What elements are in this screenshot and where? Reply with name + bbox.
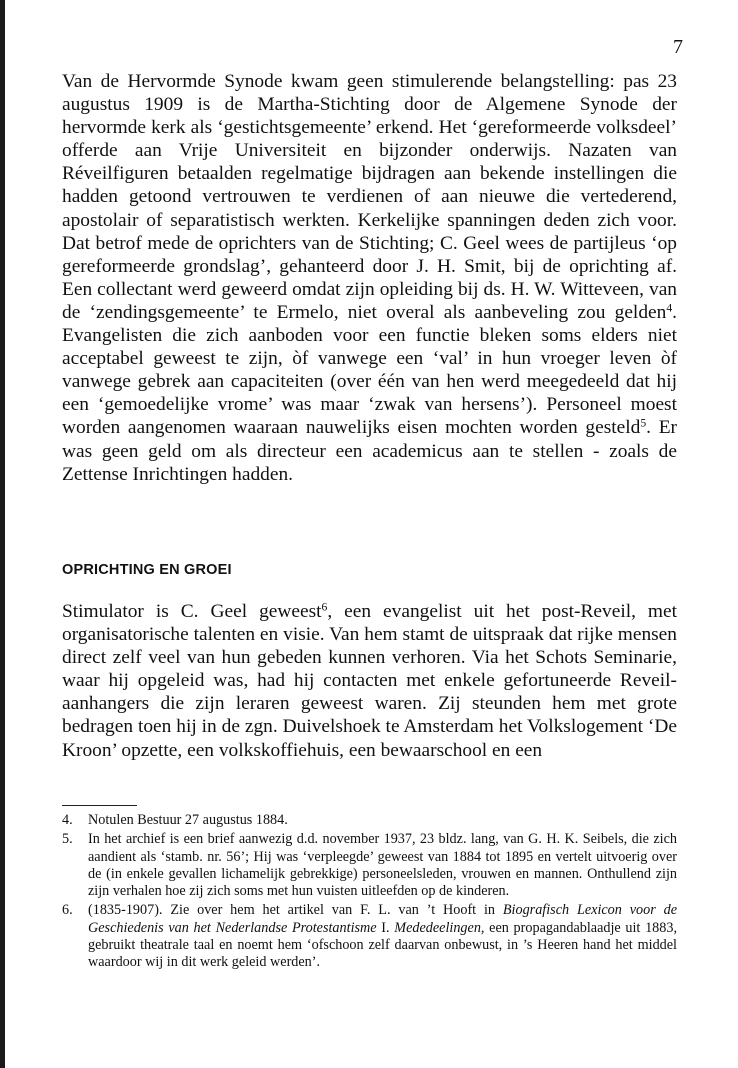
footnote-number: 4. [62, 812, 73, 828]
book-title: Biografisch Lexicon voor de Geschiedenis van het Nederlandse Protestantisme [88, 902, 678, 936]
footnote [62, 831, 677, 900]
footnote-ref[interactable]: 4 [666, 301, 673, 315]
footnote-text-part: I. [376, 919, 395, 936]
section-heading: OPRICHTING EN GROEI [62, 562, 232, 578]
paragraph-text: Van de Hervormde Synode kwam geen stimulerende belangstelling: pas 23 augustus 1909 is de Martha-Stichting door de Algemene Synode der hervormde kerk als ‘gestichtsgemeente’ erkend. Het ‘gereformeerde volksdeel’ offerde aan Vrije Universiteit en bijzonder onderwijs. Nazaten van Réveilfiguren betaalden regelmatige bijdragen aan bekende instellingen die hadden getoond vertrouwen te verdienen of aan nieuwe die vertederend, apostolair of separatistisch werkten. Kerkelijke spanningen deden zich voor. Dat betrof mede de oprichters van de Stichting; C. Geel wees de partijleus ‘op gereformeerde grondslag’, gehanteerd door J. H. Smit, bij de oprichting af. Een collectant werd geweerd omdat zijn opleiding bij ds. H. W. Witteveen, van de ‘zendingsgemeente’ te Ermelo, niet overal als aanbeveling zou gelden [62, 71, 677, 323]
footnote [62, 812, 677, 829]
footnote-ref[interactable]: 5 [640, 417, 647, 431]
footnote-number: 5. [62, 831, 73, 848]
footnote-number: 6. [62, 902, 73, 919]
page-number: 7 [673, 36, 683, 58]
footnote-text: In het archief is een brief aanwezig d.d. november 1937, 23 bldz. lang, van G. H. K. Seibels, die zich aandient als ‘stamb. nr. 56’; Hij was ‘verpleegde’ geweest van 1884 tot 1895 en vertelt uitvoerig over de (in enkele gevallen lichamelijk gebrekkige) personeelsleden, vrouwen en mannen. Onthullend zijn zijn verhalen hoe zij zich soms met hun vuisten uitleefden op de kinderen. [88, 831, 677, 900]
scan-edge [0, 0, 5, 1068]
footnote-text [88, 902, 677, 971]
paragraph-text: . Er was geen geld om als directeur een academicus aan te stellen - zoals de Zettense Inrichtingen hadden. [62, 417, 677, 485]
footnote-text-part: een propagandablaadje uit 1883, gebruikt theatrale taal en noemt hem ‘ofschoon zelf daarvan onbewust, in ’s Heeren hand het middel waardoor wij in dit werk geleid werden’. [88, 919, 678, 971]
footnote-list [62, 812, 677, 974]
paragraph-text: Stimulator is C. Geel geweest [62, 601, 322, 622]
footnote-ref[interactable]: 6 [321, 600, 328, 614]
footnote-divider [62, 805, 137, 806]
paragraph-text: , een evangelist uit het post-Reveil, met organisatorische talenten en visie. Van hem stamt de uitspraak dat rijke mensen direct zelf veel van hun gebeden kunnen verhoren. Via het Schots Seminarie, waar hij opgeleid was, had hij contacten met enkele gefortuneerde Reveil-aanhangers die zijn leraren geweest waren. Zij steunden hem met grote bedragen toen hij in de zgn. Duivelshoek te Amsterdam het Volkslogement ‘De Kroon’ opzette, een volkskoffiehuis, een bewaarschool en een [62, 601, 678, 761]
footnote [62, 902, 677, 971]
body-paragraph [62, 600, 677, 762]
body-paragraph [62, 70, 677, 486]
footnote-text: Notulen Bestuur 27 augustus 1884. [88, 812, 288, 828]
publication-title: Mededeelingen, [394, 919, 485, 936]
footnote-text-part: (1835-1907). Zie over hem het artikel van F. L. van ’t Hooft in [88, 902, 503, 919]
paragraph-text: . Evangelisten die zich aanboden voor een functie bleken soms elders niet acceptabel geweest te zijn, òf vanwege een ‘val’ in hun vroeger leven òf vanwege gebrek aan capaciteiten (over één van hen werd meegedeeld dat hij een ‘gemoedelijke vrome’ was maar ‘zwak van hersens’). Personeel moest worden aangenomen waaraan nauwelijks eisen mochten worden gesteld [62, 301, 677, 439]
